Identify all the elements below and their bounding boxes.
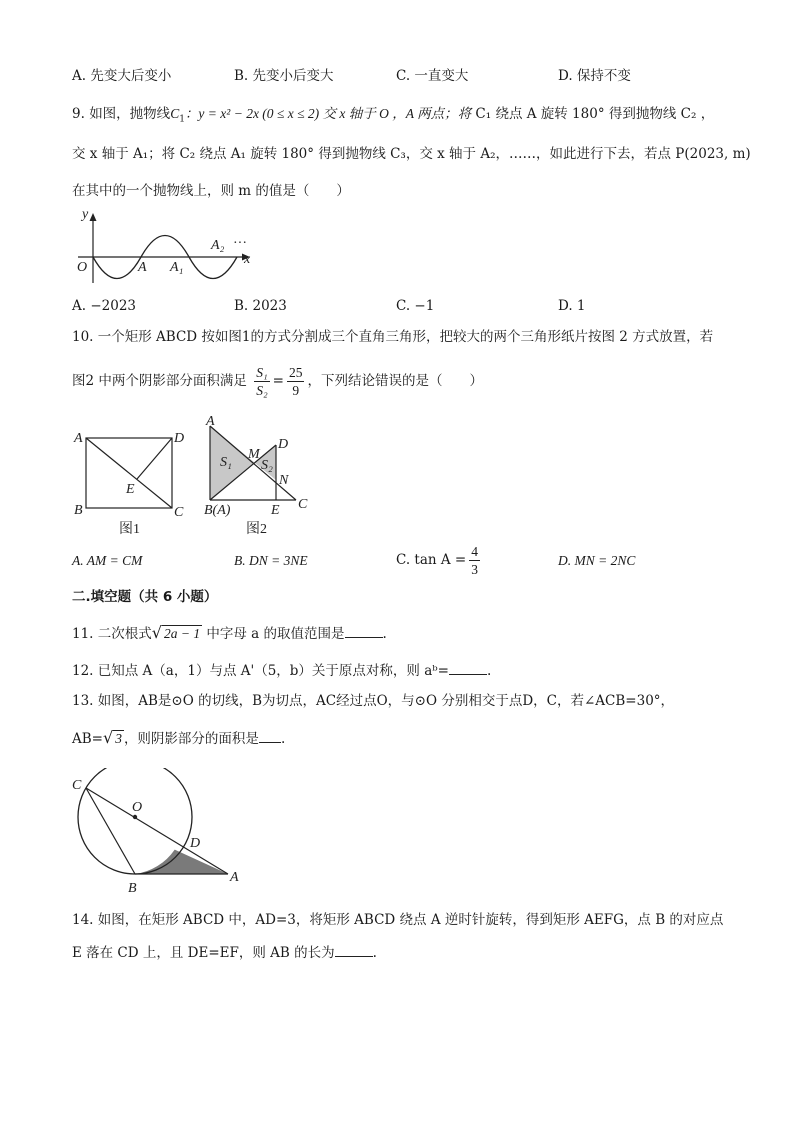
- q8-option-c: C. 一直变大: [396, 68, 469, 84]
- q9-option-d: D. 1: [558, 298, 586, 314]
- q10-option-b: B. DN = 3NE: [234, 553, 308, 568]
- q10-line1: 10. 一个矩形 ABCD 按如图1的方式分割成三个直角三角形，把较大的两个三角形纸片按图 2 方式放置，若: [72, 329, 714, 345]
- q13-line2: AB=√ 3 ，则阴影部分的面积是 .: [72, 728, 286, 747]
- fig2-label-A: A: [206, 414, 215, 429]
- shaded-region: [135, 850, 228, 874]
- line-cb: [86, 788, 135, 874]
- label-D: D: [190, 836, 201, 851]
- label-A1: A₁: [170, 260, 184, 275]
- label-dots: ···: [233, 236, 247, 251]
- q9-line1: 9. 如图，抛物线$C_1$：y = x² − 2x (0 ≤ x ≤ 2) 交 x 轴于 O ，A 两点；将 C₁ 绕点 A 旋转 180° 得到抛物线 C₂ ，: [72, 106, 715, 125]
- fig2-label-E: E: [271, 503, 280, 518]
- q10-option-d: D. MN = 2NC: [558, 553, 636, 568]
- q9-option-b: B. 2023: [234, 298, 287, 314]
- fig2-label-S1: S₁: [220, 455, 232, 470]
- label-A2: A₂: [211, 238, 225, 253]
- q9-line2: 交 x 轴于 A₁；将 C₂ 绕点 A₁ 旋转 180° 得到抛物线 C₃，交 x 轴于 A₂，……，如此进行下去，若点 P(2023, m): [72, 146, 751, 162]
- q13-circle-figure: [66, 768, 256, 898]
- q10-figures: [68, 414, 328, 542]
- q13-line1: 13. 如图，AB是⊙O 的切线，B为切点，AC经过点O，与⊙O 分别相交于点D，C，若∠ACB=30°，: [72, 693, 675, 709]
- q8-option-d: D. 保持不变: [558, 68, 631, 84]
- fig2-caption: 图2: [246, 522, 267, 537]
- fig1-label-D: D: [174, 431, 185, 446]
- q14-line1: 14. 如图，在矩形 ABCD 中，AD=3，将矩形 ABCD 绕点 A 逆时针旋转，得到矩形 AEFG，点 B 的对应点: [72, 912, 724, 928]
- q8-option-b: B. 先变小后变大: [234, 68, 334, 84]
- q9-parabola-figure: [72, 205, 262, 285]
- q10-option-c: C. tan A = $\frac{4}{3}$: [396, 544, 478, 577]
- fig2-label-N: N: [279, 473, 289, 488]
- label-B: B: [128, 881, 137, 896]
- fig1-perpendicular-de: [137, 438, 172, 479]
- label-O: O: [132, 800, 143, 815]
- fig1-label-B: B: [74, 503, 83, 518]
- q9-option-c: C. −1: [396, 298, 435, 314]
- fig1-label-A: A: [74, 431, 83, 446]
- q14-answer-blank[interactable]: [335, 942, 373, 957]
- q9-option-a: A. −2023: [72, 298, 136, 314]
- sqrt-icon: √: [102, 728, 114, 747]
- y-axis-arrow-icon: [90, 213, 97, 221]
- q13-answer-blank[interactable]: [259, 728, 281, 743]
- q9-line3: 在其中的一个抛物线上，则 m 的值是（ ）: [72, 183, 350, 199]
- fig1-label-E: E: [126, 482, 135, 497]
- fig2-shaded-s1: [210, 426, 255, 500]
- q12: 12. 已知点 A（a，1）与点 A'（5，b）关于原点对称，则 aᵇ= .: [72, 660, 491, 681]
- q11-answer-blank[interactable]: [345, 623, 383, 638]
- label-A: A: [230, 870, 239, 885]
- fig2-label-BA: B(A): [204, 503, 231, 518]
- fig2-label-C: C: [298, 497, 308, 512]
- q8-option-a: A. 先变大后变小: [72, 68, 172, 84]
- fig1-caption: 图1: [119, 522, 140, 537]
- q12-answer-blank[interactable]: [449, 660, 487, 675]
- fraction-4-3: $\frac{4}{3}$: [471, 544, 478, 577]
- q10-option-a: A. AM = CM: [72, 553, 143, 568]
- fig2-label-M: M: [248, 447, 260, 462]
- label-O: O: [77, 260, 88, 275]
- fig1-label-C: C: [174, 505, 184, 520]
- q9-number: 9.: [72, 106, 85, 122]
- circle-o: [78, 768, 192, 874]
- fig2-label-D: D: [278, 437, 289, 452]
- center-dot: [133, 815, 137, 819]
- fraction-25-9: $\frac{25}{9}$: [288, 365, 303, 398]
- label-y: y: [82, 207, 89, 222]
- sqrt-icon: √: [151, 623, 162, 642]
- q10-line2: 图2 中两个阴影部分面积满足 $\frac{\text{S₁}}{\text{S₂}}$ = $\frac{25}{9}$ ，下列结论错误的是（ ）: [72, 365, 483, 398]
- fig1-diagonal-ac: [86, 438, 172, 508]
- line-ca: [86, 788, 228, 874]
- fig2-label-S2: S₂: [261, 458, 273, 473]
- q11: 11. 二次根式√ 2a − 1 中字母 a 的取值范围是 .: [72, 623, 387, 642]
- q14-line2: E 落在 CD 上，且 DE=EF，则 AB 的长为 .: [72, 942, 377, 963]
- label-x: x: [244, 252, 251, 267]
- fraction-s1-s2: $\frac{\text{S₁}}{\text{S₂}}$: [256, 365, 268, 398]
- label-C: C: [72, 778, 82, 793]
- label-A: A: [138, 260, 147, 275]
- section-heading-fill-in: 二.填空题（共 6 小题）: [72, 589, 218, 605]
